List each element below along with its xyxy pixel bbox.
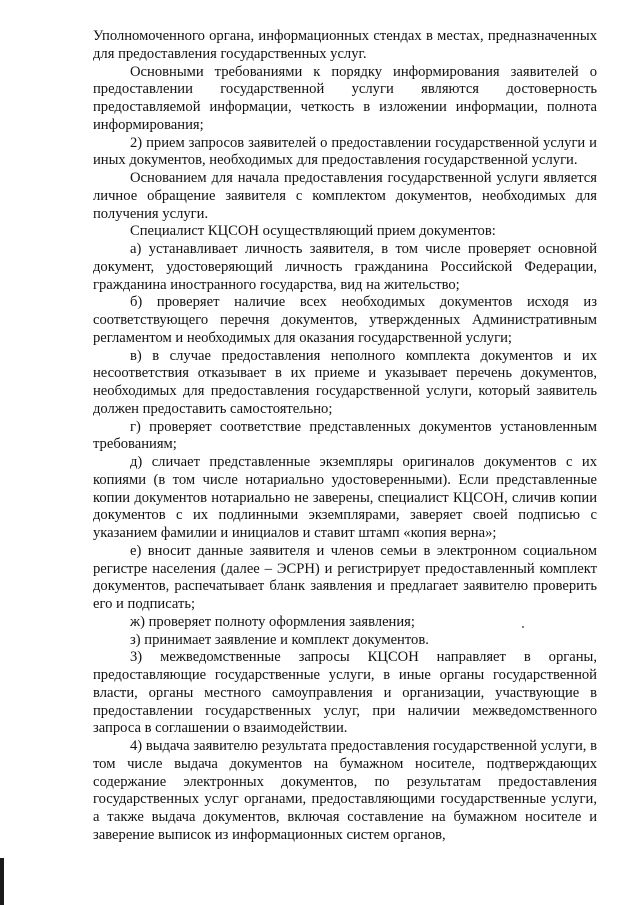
- paragraph-sub-a: а) устанавливает личность заявителя, в том числе проверяет основной документ, удостоверяющий личность гражданина Российской Федерации, гражданина иностранного государства, вид на жительство;: [93, 241, 597, 293]
- paragraph-sub-b: б) проверяет наличие всех необходимых документов исходя из соответствующего перечня документов, утвержденных Административным регламентом и необходимых для оказания государственной услуги;: [93, 294, 597, 346]
- paragraph-sub-e: е) вносит данные заявителя и членов семьи в электронном социальном регистре населения (далее – ЭСРН) и регистрирует предоставленный комплект документов, распечатывает бланк заявления и предлагает заявителю проверить его и подписать;: [93, 542, 597, 612]
- paragraph-sub-v: в) в случае предоставления неполного комплекта документов и их несоответствия отказывает в их приеме и указывает перечень документов, необходимых для предоставления государственной услуги, который заявитель должен предоставить самостоятельно;: [93, 347, 597, 417]
- paragraph-sub-g: г) проверяет соответствие представленных документов установленным требованиям;: [93, 418, 597, 453]
- paragraph-sub-z: з) принимает заявление и комплект документов.: [130, 631, 429, 648]
- paragraph-item-3: 3) межведомственные запросы КЦСОН направляет в органы, предоставляющие государственные услуги, в иные органы государственной власти, органы местного самоуправления и организации, участвующие в предоставлении государственных услуг, при наличии межведомственного запроса в соглашении о взаимодействии.: [93, 649, 597, 737]
- paragraph-continuation: Уполномоченного органа, информационных стендах в местах, предназначенных для предоставления государственных услуг.: [93, 28, 597, 62]
- paragraph-basis: Основанием для начала предоставления государственной услуги является личное обращение заявителя с комплектом документов, необходимых для получения услуги.: [93, 170, 597, 222]
- scan-speck: [522, 626, 524, 628]
- paragraph-sub-d: д) сличает представленные экземпляры оригиналов документов с их копиями (в том числе нотариально удостоверенными). Если представленные копии документов нотариально не заверены, специалист КЦСОН, сличив копии документов с их подлинными экземплярами, заверяет своей подписью с указанием фамилии и инициалов и ставит штамп «копия верна»;: [93, 454, 597, 541]
- paragraph-requirements: Основными требованиями к порядку информирования заявителей о предоставлении государственной услуги являются достоверность предоставляемой информации, четкость в изложении информации, полнота информирования;: [93, 63, 597, 133]
- paragraph-specialist: Специалист КЦСОН осуществляющий прием документов:: [130, 223, 496, 240]
- scan-edge-mark: [0, 858, 4, 905]
- paragraph-item-2: 2) прием запросов заявителей о предоставлении государственной услуги и иных документов, необходимых для предоставления государственной услуги.: [93, 134, 597, 169]
- paragraph-sub-zh: ж) проверяет полноту оформления заявления;: [130, 613, 415, 630]
- document-body: [93, 28, 597, 845]
- paragraph-item-4: 4) выдача заявителю результата предоставления государственной услуги, в том числе выдача документов на бумажном носителе, подтверждающих содержание электронных документов, по результатам предоставления государственных услуг органами, предоставляющими государственные услуги, а также выдача документов, включая составление на бумажном носителе и заверение выписок из информационных систем органов,: [93, 738, 597, 843]
